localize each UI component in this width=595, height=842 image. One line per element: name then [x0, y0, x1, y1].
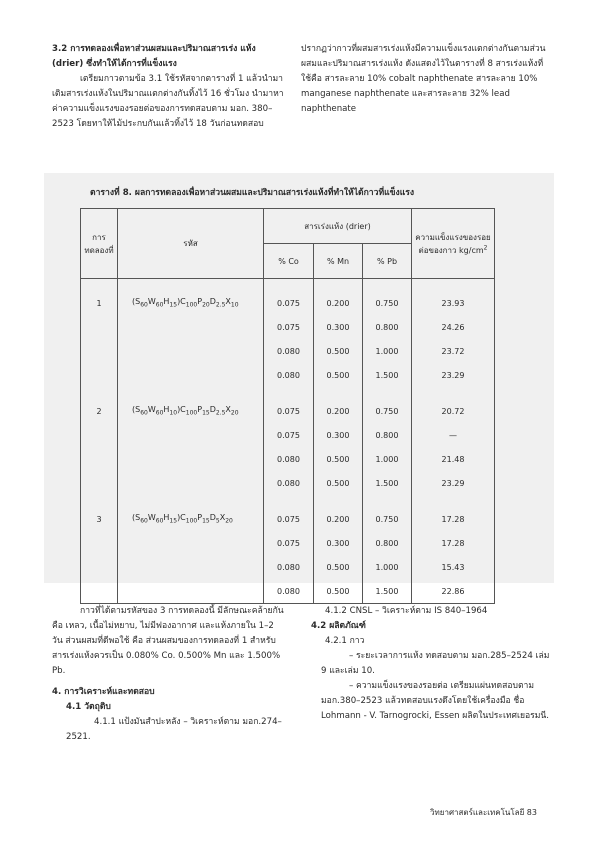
strength-cell: 21.48 — [412, 447, 495, 471]
code-cell: $(S_{60}W_{60}H_{10})C_{100}P_{15}D_{2.5}X_{20}$ — [118, 399, 264, 423]
method-paragraph: เตรียมกาวตามข้อ 3.1 ใช้รหัสจากตารางที่ 1 แล้วนำมาเติมสารเร่งแห้งในปริมาณแตกต่างกันทิ้งไว้ 16 ชั่วโมง นำมาหาค่าความแข็งแรงของรอยต่อของการทดสอบตาม มอก. 380–2523 โดยทาให้ไม้ประกบกันแล้วทิ้งไว้ 18 วันก่อนทดสอบ — [52, 74, 284, 129]
strength-cell: 17.28 — [412, 531, 495, 555]
experiment-no-cell — [81, 555, 118, 579]
table-body — [81, 279, 495, 604]
mn-cell: 0.200 — [314, 507, 363, 531]
pb-cell: 1.500 — [363, 579, 412, 604]
table-row — [81, 339, 495, 363]
pb-cell: 0.750 — [363, 507, 412, 531]
strength-cell: 22.86 — [412, 579, 495, 604]
code-cell — [118, 531, 264, 555]
table-row — [81, 315, 495, 339]
spacer-cell — [412, 495, 495, 507]
result-paragraph: ปรากฏว่ากาวที่ผสมสารเร่งแห้งมีความแข็งแรงแตกต่างกันตามส่วนผสมและปริมาณสารเร่งแห้ง ดังแสดงไว้ในตารางที่ 8 สารเร่งแห้งที่ใช้คือ สารละลาย 10% cobalt naphthenate สารละลาย 10% manganese naphthenate และสารละลาย 32% lead naphthenate — [301, 44, 546, 114]
strength-cell: 17.28 — [412, 507, 495, 531]
pb-cell: 0.800 — [363, 423, 412, 447]
strength-cell: 24.26 — [412, 315, 495, 339]
pb-cell: 0.800 — [363, 315, 412, 339]
pb-cell: 1.000 — [363, 555, 412, 579]
strength-cell: 15.43 — [412, 555, 495, 579]
experiment-no-cell — [81, 423, 118, 447]
co-cell: 0.075 — [264, 423, 314, 447]
table-row — [81, 423, 495, 447]
item-4-1-2: 4.1.2 CNSL – วิเคราะห์ตาม IS 840–1964 — [325, 606, 488, 616]
mn-cell: 0.200 — [314, 291, 363, 315]
co-cell: 0.080 — [264, 339, 314, 363]
header-mn: % Mn — [314, 244, 363, 279]
table-row — [81, 291, 495, 315]
pb-cell: 1.500 — [363, 363, 412, 387]
spacer-cell — [363, 279, 412, 292]
co-cell: 0.080 — [264, 363, 314, 387]
code-cell — [118, 423, 264, 447]
experiment-no-cell: 1 — [81, 291, 118, 315]
experiment-no-cell — [81, 447, 118, 471]
table-row — [81, 363, 495, 387]
co-cell: 0.080 — [264, 447, 314, 471]
mn-cell: 0.500 — [314, 579, 363, 604]
mn-cell: 0.500 — [314, 447, 363, 471]
section-4-2-heading: 4.2 ผลิตภัณฑ์ — [311, 621, 366, 631]
results-table — [80, 208, 495, 604]
spacer-cell — [264, 279, 314, 292]
strength-cell: — — [412, 423, 495, 447]
section-heading: 3.2 การทดลองเพื่อหาส่วนผสมและปริมาณสารเร่ง แห้ง (drier) ซึ่งทำให้ได้การที่แข็งแรง — [52, 44, 256, 69]
co-cell: 0.080 — [264, 579, 314, 604]
mn-cell: 0.300 — [314, 531, 363, 555]
pb-cell: 0.750 — [363, 399, 412, 423]
strength-cell: 23.93 — [412, 291, 495, 315]
pb-cell: 1.500 — [363, 471, 412, 495]
mn-cell: 0.300 — [314, 315, 363, 339]
header-co: % Co — [264, 244, 314, 279]
spacer-cell — [81, 387, 118, 399]
mn-cell: 0.300 — [314, 423, 363, 447]
spacer-cell — [118, 279, 264, 292]
item-4-2-1: 4.2.1 กาว — [325, 636, 365, 646]
pb-cell: 1.000 — [363, 339, 412, 363]
page-footer: วิทยาศาสตร์และเทคโนโลยี 83 — [430, 808, 537, 817]
table-row — [81, 471, 495, 495]
strength-cell: 23.29 — [412, 471, 495, 495]
spacer-cell — [412, 279, 495, 292]
co-cell: 0.075 — [264, 507, 314, 531]
table-row — [81, 531, 495, 555]
table-row — [81, 579, 495, 604]
code-cell — [118, 471, 264, 495]
pb-cell: 0.800 — [363, 531, 412, 555]
top-left-column — [52, 42, 284, 132]
table-row — [81, 507, 495, 531]
spacer-cell — [314, 279, 363, 292]
header-strength: ความแข็งแรงของรอยต่อของกาว $kg/cm^2$ — [412, 209, 495, 279]
mn-cell: 0.500 — [314, 471, 363, 495]
strength-cell: 23.72 — [412, 339, 495, 363]
spacer-cell — [118, 495, 264, 507]
spacer-cell — [314, 387, 363, 399]
code-cell — [118, 363, 264, 387]
code-cell — [118, 339, 264, 363]
co-cell: 0.075 — [264, 315, 314, 339]
experiment-no-cell — [81, 339, 118, 363]
item-4-1-1: 4.1.1 แป้งมันสำปะหลัง – วิเคราะห์ตาม มอก.274–2521. — [66, 717, 282, 742]
co-cell: 0.075 — [264, 531, 314, 555]
header-drier: สารเร่งแห้ง (drier) — [264, 209, 412, 244]
experiment-no-cell — [81, 363, 118, 387]
experiment-no-cell — [81, 471, 118, 495]
spacer-cell — [363, 387, 412, 399]
pb-cell: 1.000 — [363, 447, 412, 471]
section-4-heading: 4. การวิเคราะห์และทดสอบ — [52, 687, 155, 697]
code-cell: $(S_{60}W_{60}H_{15})C_{100}P_{15}D_5X_{20}$ — [118, 507, 264, 531]
pb-cell: 0.750 — [363, 291, 412, 315]
spacer-cell — [81, 495, 118, 507]
strength-cell: 20.72 — [412, 399, 495, 423]
table-row — [81, 555, 495, 579]
code-cell: $(S_{60}W_{60}H_{15})C_{100}P_{20}D_{2.5}X_{10}$ — [118, 291, 264, 315]
bullet-drying-time: – ระยะเวลาการแห้ง ทดสอบตาม มอก.285–2524 เล่ม 9 และเล่ม 10. — [321, 651, 550, 676]
code-cell — [118, 315, 264, 339]
table-row — [81, 447, 495, 471]
summary-paragraph: กาวที่ได้ตามรหัสของ 3 การทดลองนี้ มีลักษณะคล้ายกันคือ เหลว, เนื้อไม่หยาบ, ไม่มีฟองอากาศ และแห้งภายใน 1–2 วัน ส่วนผสมที่ดีพอใช้ คือ ส่วนผสมของการทดลองที่ 1 สำหรับสารเร่งแห้งควรเป็น 0.080% Co. 0.500% Mn และ 1.500% Pb. — [52, 606, 284, 676]
bottom-left-column — [52, 604, 284, 745]
co-cell: 0.080 — [264, 555, 314, 579]
mn-cell: 0.500 — [314, 339, 363, 363]
spacer-cell — [264, 387, 314, 399]
spacer-cell — [118, 387, 264, 399]
spacer-cell — [412, 387, 495, 399]
spacer-row — [81, 279, 495, 292]
table-caption: ตารางที่ 8. ผลการทดลองเพื่อหาส่วนผสมและปริมาณสารเร่งแห้งที่ทำให้ได้กาวที่แข็งแรง — [90, 188, 415, 198]
code-cell — [118, 447, 264, 471]
mn-cell: 0.200 — [314, 399, 363, 423]
code-cell — [118, 579, 264, 604]
spacer-cell — [314, 495, 363, 507]
co-cell: 0.075 — [264, 291, 314, 315]
spacer-cell — [363, 495, 412, 507]
experiment-no-cell — [81, 531, 118, 555]
bullet-joint-strength: – ความแข็งแรงของรอยต่อ เตรียมแผ่นทดสอบตาม มอก.380–2523 แล้วทดสอบแรงดึงโดยใช้เครื่องมือ ชื่อ Lohmann - V. Tarnogrocki, Essen ผลิตในประเทศเยอรมนี. — [321, 681, 550, 721]
header-experiment-no: การทดลองที่ — [81, 209, 118, 279]
table-row — [81, 399, 495, 423]
header-pb: % Pb — [363, 244, 412, 279]
bottom-right-column — [301, 604, 551, 724]
strength-cell: 23.29 — [412, 363, 495, 387]
experiment-no-cell — [81, 315, 118, 339]
co-cell: 0.075 — [264, 399, 314, 423]
spacer-cell — [81, 279, 118, 292]
header-code: รหัส — [118, 209, 264, 279]
top-right-column — [301, 42, 551, 117]
spacer-row — [81, 387, 495, 399]
mn-cell: 0.500 — [314, 555, 363, 579]
experiment-no-cell — [81, 579, 118, 604]
mn-cell: 0.500 — [314, 363, 363, 387]
code-cell — [118, 555, 264, 579]
spacer-row — [81, 495, 495, 507]
section-4-1-heading: 4.1 วัตถุดิบ — [66, 702, 111, 712]
experiment-no-cell: 3 — [81, 507, 118, 531]
co-cell: 0.080 — [264, 471, 314, 495]
experiment-no-cell: 2 — [81, 399, 118, 423]
spacer-cell — [264, 495, 314, 507]
